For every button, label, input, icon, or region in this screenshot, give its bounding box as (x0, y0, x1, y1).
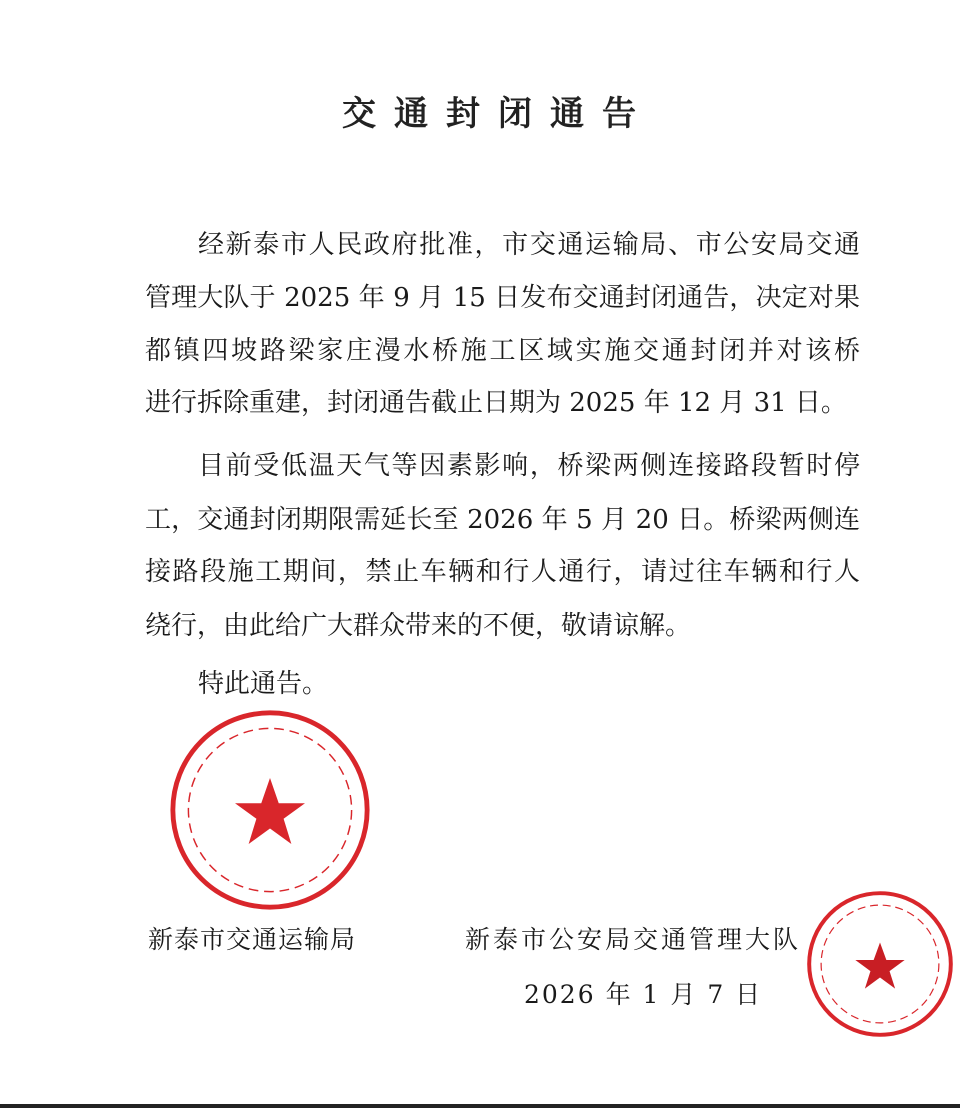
paragraph1-line: 都镇四坡路梁家庄漫水桥施工区域实施交通封闭并对该桥 (145, 336, 860, 366)
paragraph2-line: 接路段施工期间，禁止车辆和行人通行，请过往车辆和行人 (145, 557, 860, 587)
paragraph1-line: 进行拆除重建，封闭通告截止日期为 2025 年 12 月 31 日。 (145, 388, 847, 418)
signature-org1: 新泰市交通运输局 (148, 925, 357, 954)
paragraph1-line: 管理大队于 2025 年 9 月 15 日发布交通封闭通告，决定对果 (145, 283, 860, 313)
star-icon (855, 943, 904, 989)
bottom-border (0, 1104, 960, 1108)
notice-title: 交通封闭通告 (342, 94, 654, 134)
signature-date: 2026 年 1 月 7 日 (524, 980, 763, 1009)
closing-text: 特此通告。 (198, 669, 329, 699)
signature-org2: 新泰市公安局交通管理大队 (465, 925, 802, 954)
paragraph2-line: 工，交通封闭期限需延长至 2026 年 5 月 20 日。桥梁两侧连 (145, 505, 860, 535)
paragraph1-line: 经新泰市人民政府批准，市交通运输局、市公安局交通 (198, 230, 860, 260)
star-icon (235, 778, 305, 844)
seal-transport-bureau (168, 708, 372, 912)
seal-traffic-police (806, 890, 954, 1038)
paragraph2-line: 目前受低温天气等因素影响，桥梁两侧连接路段暂时停 (198, 451, 860, 481)
paragraph2-line: 绕行，由此给广大群众带来的不便，敬请谅解。 (145, 611, 692, 641)
